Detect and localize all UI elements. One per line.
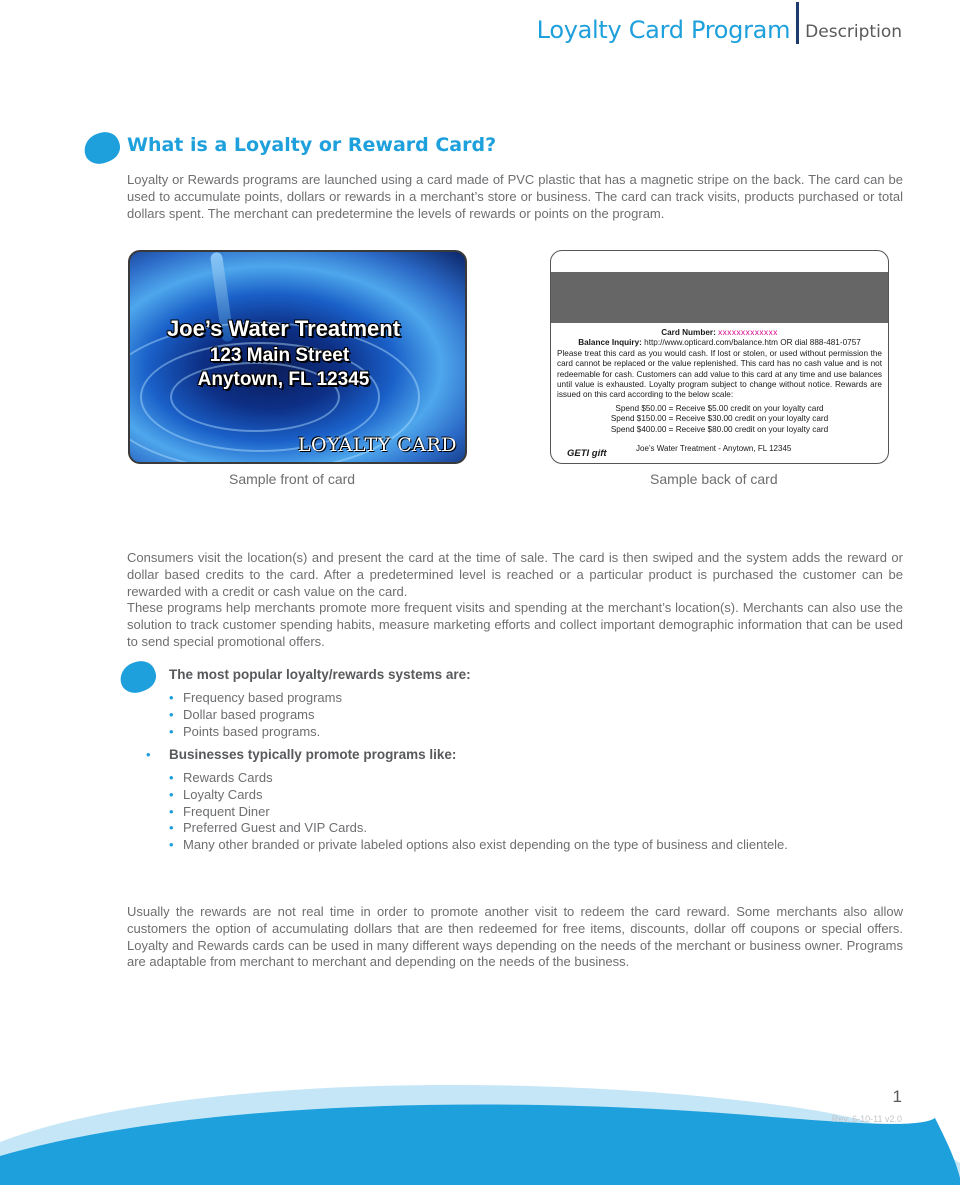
list-heading: The most popular loyalty/rewards systems are: xyxy=(169,667,471,682)
document-subtitle: Description xyxy=(805,22,902,42)
list-item: • Frequent Diner xyxy=(169,804,788,821)
list-item: • Points based programs. xyxy=(169,724,342,741)
card-terms: Please treat this card as you would cash. If lost or stolen, or used without permission the card cannot be replaced or the value replenished. This card has no cash value and is not redeemable for cash. Customers can add value to this card at any time and use balances until value is exhausted. Loyalty program subject to change without notice. Rewards are issued on this card according to the below scale: xyxy=(557,348,882,400)
card-business-name: Joe’s Water Treatment xyxy=(166,316,401,341)
caption-front: Sample front of card xyxy=(229,471,356,487)
list-bullet-icon xyxy=(116,657,160,698)
intro-text: Loyalty or Rewards programs are launched using a card made of PVC plastic that has a magnetic stripe on the back. The card can be used to accumulate points, dollars or rewards in a merchant’s store or business. The card can track visits, products purchased or total dollars spent. The merchant can predetermine the levels of rewards or points on the program. xyxy=(127,172,903,221)
magnetic-stripe xyxy=(551,272,888,323)
list-heading: Businesses typically promote programs like: xyxy=(169,747,457,762)
spend-scale xyxy=(557,404,882,435)
card-front-image xyxy=(128,250,467,464)
systems-list xyxy=(169,690,342,740)
spend-tier: Spend $400.00 = Receive $80.00 credit on your loyalty card xyxy=(610,424,829,434)
body-paragraph: Consumers visit the location(s) and present the card at the time of sale. The card is then swiped and the system adds the reward or dollar based credits to the card. After a predetermined level is reached or a particular product is purchased the customer can be rewarded with a credit or cash value on the card. xyxy=(127,550,903,599)
card-street: 123 Main Street xyxy=(209,345,350,366)
revision-label: Rev. 6-10-11 v2.0 xyxy=(831,1114,902,1124)
closing-text: Usually the rewards are not real time in order to promote another visit to redeem the card reward. Some merchants also allow customers the option of accumulating dollars that are then redeemed for free items, discounts, dollar off coupons or special offers. Loyalty and Rewards cards can be used in many different ways depending on the needs of the merchant or business owner. Programs are adaptable from merchant to merchant and depending on the needs of the business. xyxy=(127,904,903,970)
page-number: 1 xyxy=(892,1087,902,1106)
card-back-image xyxy=(550,250,889,464)
programs-list xyxy=(169,770,788,854)
card-city: Anytown, FL 12345 xyxy=(197,369,370,390)
header-divider xyxy=(796,2,799,44)
balance-value: http://www.opticard.com/balance.htm OR dial 888-481-0757 xyxy=(644,338,861,348)
list-item: • Frequency based programs xyxy=(169,690,342,707)
list-item: • Dollar based programs xyxy=(169,707,342,724)
section-bullet-icon xyxy=(80,128,124,169)
closing-paragraph xyxy=(127,904,903,971)
brand-logo: GETI gift xyxy=(567,448,607,459)
card-back-text xyxy=(557,328,882,435)
balance-label: Balance Inquiry: xyxy=(578,338,642,348)
page-header xyxy=(537,0,902,44)
bullet-icon: • xyxy=(146,747,151,762)
document-title: Loyalty Card Program xyxy=(536,16,791,44)
card-back-footer: Joe’s Water Treatment - Anytown, FL 12345 xyxy=(636,444,792,453)
spend-tier: Spend $50.00 = Receive $5.00 credit on your loyalty card xyxy=(615,403,824,413)
footer-wave xyxy=(0,1078,960,1185)
list-item: • Many other branded or private labeled options also exist depending on the type of business and clientele. xyxy=(169,837,788,854)
card-label: LOYALTY CARD xyxy=(297,434,457,456)
body-paragraphs xyxy=(127,550,903,651)
caption-back: Sample back of card xyxy=(650,471,778,487)
spend-tier: Spend $150.00 = Receive $30.00 credit on your loyalty card xyxy=(610,414,829,424)
card-number-value: xxxxxxxxxxxxx xyxy=(718,328,778,337)
body-paragraph: These programs help merchants promote more frequent visits and spending at the merchant’s location(s). Merchants can also use the solution to track customer spending habits, measure marketing efforts and collect important demographic information that can be used to send special promotional offers. xyxy=(127,600,903,649)
section-title: What is a Loyalty or Reward Card? xyxy=(127,134,497,156)
intro-paragraph xyxy=(127,172,903,222)
list-item: • Rewards Cards xyxy=(169,770,788,787)
card-number-label: Card Number: xyxy=(661,328,716,337)
list-item: • Loyalty Cards xyxy=(169,787,788,804)
list-item: • Preferred Guest and VIP Cards. xyxy=(169,820,788,837)
balance-row xyxy=(557,338,882,348)
card-number-row xyxy=(557,328,882,338)
